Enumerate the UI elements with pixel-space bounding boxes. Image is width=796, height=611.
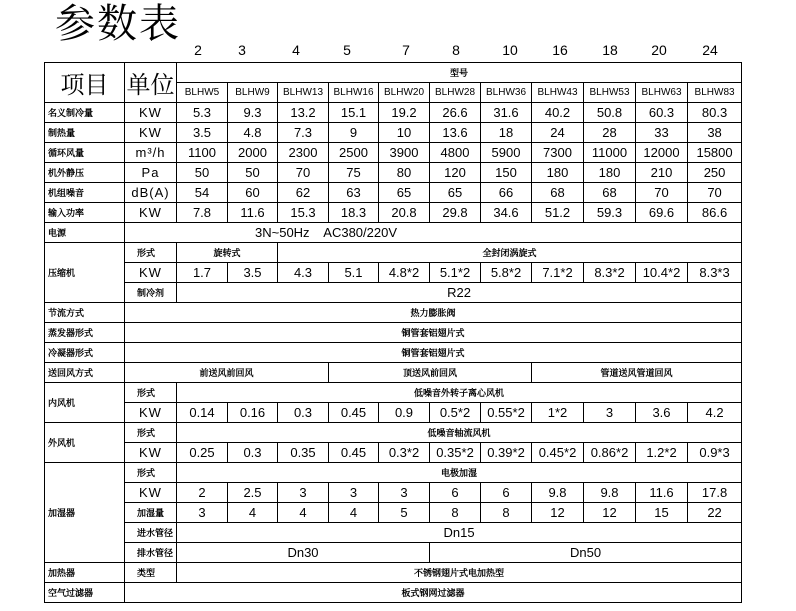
cell-value: 9.8 [532, 483, 584, 503]
cell-value: 80.3 [688, 103, 742, 123]
cell-value: 4.3 [278, 263, 329, 283]
cell-value: 8.3*3 [688, 263, 742, 283]
cell-value: 4800 [430, 143, 481, 163]
indoor-fan-form: 低噪音外转子离心风机 [177, 383, 742, 403]
capacity-number: 20 [651, 42, 667, 58]
cell-value: 0.45*2 [532, 443, 584, 463]
cell-value: 50.8 [584, 103, 636, 123]
cell-value: 250 [688, 163, 742, 183]
capacity-number-row [0, 42, 796, 60]
cell-value: 59.3 [584, 203, 636, 223]
cell-value: 1*2 [532, 403, 584, 423]
cell-value: 0.14 [177, 403, 228, 423]
cell-value: 3 [584, 403, 636, 423]
cell-value: 120 [430, 163, 481, 183]
model-name: BLHW36 [481, 83, 532, 103]
refrigerant-row [45, 283, 742, 303]
cell-value: 54 [177, 183, 228, 203]
cell-value: 7.1*2 [532, 263, 584, 283]
throttle-value: 热力膨胀阀 [125, 303, 742, 323]
outdoor-fan-power-row [45, 443, 742, 463]
cell-value: 51.2 [532, 203, 584, 223]
cell-value: 0.35*2 [430, 443, 481, 463]
cell-value: 50 [177, 163, 228, 183]
cell-value: 150 [481, 163, 532, 183]
evaporator-value: 铜管套铝翅片式 [125, 323, 742, 343]
spec-table [44, 62, 742, 603]
row-unit: KW [125, 203, 177, 223]
cell-value: 0.35 [278, 443, 329, 463]
cell-value: 5.3 [177, 103, 228, 123]
cell-value: 18.3 [329, 203, 379, 223]
cell-value: 11000 [584, 143, 636, 163]
sub-label: 形式 [125, 383, 177, 403]
capacity-number: 5 [343, 42, 351, 58]
cell-value: 8 [430, 503, 481, 523]
cell-value: 5.8*2 [481, 263, 532, 283]
cell-value: 210 [636, 163, 688, 183]
humidifier-amount-row [45, 503, 742, 523]
capacity-number: 16 [552, 42, 568, 58]
cell-value: 10.4*2 [636, 263, 688, 283]
outdoor-fan-form: 低噪音轴流风机 [177, 423, 742, 443]
row-label: 节流方式 [45, 303, 125, 323]
humidifier-drain-row [45, 543, 742, 563]
cell-value: 12000 [636, 143, 688, 163]
sub-label: 排水管径 [125, 543, 177, 563]
cell-value: 20.8 [379, 203, 430, 223]
row-label: 空气过滤器 [45, 583, 125, 603]
cell-value: 4 [278, 503, 329, 523]
row-label: 送回风方式 [45, 363, 125, 383]
indoor-fan-form-row [45, 383, 742, 403]
drain-value-b: Dn50 [430, 543, 742, 563]
throttle-row [45, 303, 742, 323]
cell-value: 13.2 [278, 103, 329, 123]
cell-value: 6 [430, 483, 481, 503]
cell-value: 62 [278, 183, 329, 203]
cell-value: 3 [379, 483, 430, 503]
row-unit: KW [125, 123, 177, 143]
cell-value: 17.8 [688, 483, 742, 503]
air-filter-row [45, 583, 742, 603]
cell-value: 15.3 [278, 203, 329, 223]
cell-value: 86.6 [688, 203, 742, 223]
row-label: 机外静压 [45, 163, 125, 183]
cell-value: 4 [228, 503, 278, 523]
capacity-number: 2 [194, 42, 202, 58]
table-row [45, 183, 742, 203]
cell-value: 8 [481, 503, 532, 523]
cell-value: 69.6 [636, 203, 688, 223]
row-unit: KW [125, 263, 177, 283]
cell-value: 3 [177, 503, 228, 523]
row-unit: dB(A) [125, 183, 177, 203]
item-header: 项目 [45, 63, 125, 103]
model-name: BLHW16 [329, 83, 379, 103]
cell-value: 15 [636, 503, 688, 523]
capacity-number: 10 [502, 42, 518, 58]
cell-value: 29.8 [430, 203, 481, 223]
heater-row [45, 563, 742, 583]
cell-value: 19.2 [379, 103, 430, 123]
capacity-number: 8 [452, 42, 460, 58]
cell-value: 70 [688, 183, 742, 203]
compressor-form-b: 全封闭涡旋式 [278, 243, 742, 263]
cell-value: 2300 [278, 143, 329, 163]
capacity-number: 18 [602, 42, 618, 58]
cell-value: 70 [636, 183, 688, 203]
table-row [45, 103, 742, 123]
cell-value: 0.86*2 [584, 443, 636, 463]
model-name: BLHW63 [636, 83, 688, 103]
cell-value: 9.8 [584, 483, 636, 503]
model-name: BLHW13 [278, 83, 329, 103]
cell-value: 0.45 [329, 443, 379, 463]
airflow-value-c: 管道送风管道回风 [532, 363, 742, 383]
outdoor-fan-form-row [45, 423, 742, 443]
cell-value: 22 [688, 503, 742, 523]
cell-value: 3900 [379, 143, 430, 163]
cell-value: 0.5*2 [430, 403, 481, 423]
compressor-power-row [45, 263, 742, 283]
cell-value: 1.2*2 [636, 443, 688, 463]
cell-value: 0.3*2 [379, 443, 430, 463]
table-row [45, 123, 742, 143]
cell-value: 0.3 [278, 403, 329, 423]
cell-value: 3 [329, 483, 379, 503]
cell-value: 66 [481, 183, 532, 203]
cell-value: 0.55*2 [481, 403, 532, 423]
humidifier-form-row [45, 463, 742, 483]
cell-value: 75 [329, 163, 379, 183]
cell-value: 5900 [481, 143, 532, 163]
row-unit: m³/h [125, 143, 177, 163]
cell-value: 0.3 [228, 443, 278, 463]
airflow-value-b: 顶送风前回风 [329, 363, 532, 383]
sub-label: 加湿量 [125, 503, 177, 523]
capacity-number: 24 [702, 42, 718, 58]
row-label: 内风机 [45, 383, 125, 423]
condenser-row [45, 343, 742, 363]
row-label: 加湿器 [45, 463, 125, 563]
model-name: BLHW20 [379, 83, 430, 103]
drain-value-a: Dn30 [177, 543, 430, 563]
model-name: BLHW53 [584, 83, 636, 103]
compressor-form-row [45, 243, 742, 263]
row-label: 机组噪音 [45, 183, 125, 203]
humidifier-inlet-row [45, 523, 742, 543]
cell-value: 6 [481, 483, 532, 503]
cell-value: 15.1 [329, 103, 379, 123]
cell-value: 0.39*2 [481, 443, 532, 463]
cell-value: 9.3 [228, 103, 278, 123]
cell-value: 2500 [329, 143, 379, 163]
cell-value: 13.6 [430, 123, 481, 143]
table-row [45, 203, 742, 223]
cell-value: 63 [329, 183, 379, 203]
cell-value: 4.8*2 [379, 263, 430, 283]
cell-value: 180 [584, 163, 636, 183]
cell-value: 7300 [532, 143, 584, 163]
condenser-value: 铜管套铝翅片式 [125, 343, 742, 363]
row-unit: KW [125, 103, 177, 123]
cell-value: 65 [430, 183, 481, 203]
model-name: BLHW43 [532, 83, 584, 103]
cell-value: 3 [278, 483, 329, 503]
table-row [45, 163, 742, 183]
unit-header: 单位 [125, 63, 177, 103]
row-label: 制热量 [45, 123, 125, 143]
table-row [45, 143, 742, 163]
cell-value: 65 [379, 183, 430, 203]
heater-value: 不锈钢翅片式电加热型 [177, 563, 742, 583]
row-label: 名义制冷量 [45, 103, 125, 123]
sub-label: 制冷剂 [125, 283, 177, 303]
cell-value: 60.3 [636, 103, 688, 123]
row-label: 加热器 [45, 563, 125, 583]
cell-value: 10 [379, 123, 430, 143]
row-label: 电源 [45, 223, 125, 243]
airflow-row [45, 363, 742, 383]
cell-value: 12 [532, 503, 584, 523]
cell-value: 0.25 [177, 443, 228, 463]
cell-value: 38 [688, 123, 742, 143]
power-row [45, 223, 742, 243]
cell-value: 3.5 [177, 123, 228, 143]
cell-value: 11.6 [636, 483, 688, 503]
cell-value: 11.6 [228, 203, 278, 223]
row-label: 蒸发器形式 [45, 323, 125, 343]
sub-label: 形式 [125, 243, 177, 263]
cell-value: 68 [584, 183, 636, 203]
row-unit: Pa [125, 163, 177, 183]
evaporator-row [45, 323, 742, 343]
cell-value: 0.9 [379, 403, 430, 423]
cell-value: 26.6 [430, 103, 481, 123]
cell-value: 4.2 [688, 403, 742, 423]
model-name: BLHW28 [430, 83, 481, 103]
cell-value: 7.3 [278, 123, 329, 143]
model-name: BLHW5 [177, 83, 228, 103]
cell-value: 9 [329, 123, 379, 143]
cell-value: 50 [228, 163, 278, 183]
airflow-value-a: 前送风前回风 [125, 363, 329, 383]
cell-value: 4 [329, 503, 379, 523]
cell-value: 40.2 [532, 103, 584, 123]
model-name: BLHW83 [688, 83, 742, 103]
cell-value: 5.1*2 [430, 263, 481, 283]
row-unit: KW [125, 483, 177, 503]
cell-value: 4.8 [228, 123, 278, 143]
power-value: 3N~50Hz AC380/220V [125, 223, 742, 243]
cell-value: 15800 [688, 143, 742, 163]
indoor-fan-power-row [45, 403, 742, 423]
cell-value: 5 [379, 503, 430, 523]
humidifier-form: 电极加湿 [177, 463, 742, 483]
cell-value: 60 [228, 183, 278, 203]
row-label: 外风机 [45, 423, 125, 463]
cell-value: 18 [481, 123, 532, 143]
row-label: 循环风量 [45, 143, 125, 163]
cell-value: 180 [532, 163, 584, 183]
row-label: 冷凝器形式 [45, 343, 125, 363]
inlet-value: Dn15 [177, 523, 742, 543]
cell-value: 1.7 [177, 263, 228, 283]
sub-label: 类型 [125, 563, 177, 583]
humidifier-power-row [45, 483, 742, 503]
air-filter-value: 板式钢网过滤器 [125, 583, 742, 603]
sub-label: 形式 [125, 423, 177, 443]
cell-value: 5.1 [329, 263, 379, 283]
header-row [45, 63, 742, 83]
cell-value: 1100 [177, 143, 228, 163]
row-label: 压缩机 [45, 243, 125, 303]
cell-value: 12 [584, 503, 636, 523]
cell-value: 8.3*2 [584, 263, 636, 283]
cell-value: 34.6 [481, 203, 532, 223]
cell-value: 2000 [228, 143, 278, 163]
row-label: 输入功率 [45, 203, 125, 223]
compressor-form-a: 旋转式 [177, 243, 278, 263]
cell-value: 2 [177, 483, 228, 503]
cell-value: 33 [636, 123, 688, 143]
cell-value: 0.16 [228, 403, 278, 423]
row-unit: KW [125, 443, 177, 463]
cell-value: 3.6 [636, 403, 688, 423]
cell-value: 3.5 [228, 263, 278, 283]
sub-label: 形式 [125, 463, 177, 483]
cell-value: 0.9*3 [688, 443, 742, 463]
refrigerant-value: R22 [177, 283, 742, 303]
capacity-number: 3 [238, 42, 246, 58]
sub-label: 进水管径 [125, 523, 177, 543]
cell-value: 68 [532, 183, 584, 203]
capacity-number: 7 [402, 42, 410, 58]
cell-value: 31.6 [481, 103, 532, 123]
cell-value: 70 [278, 163, 329, 183]
cell-value: 28 [584, 123, 636, 143]
cell-value: 2.5 [228, 483, 278, 503]
capacity-number: 4 [292, 42, 300, 58]
cell-value: 24 [532, 123, 584, 143]
model-name: BLHW9 [228, 83, 278, 103]
row-unit: KW [125, 403, 177, 423]
cell-value: 7.8 [177, 203, 228, 223]
model-group-header: 型号 [177, 63, 742, 83]
cell-value: 0.45 [329, 403, 379, 423]
cell-value: 80 [379, 163, 430, 183]
page-title: 参数表 [55, 1, 181, 47]
